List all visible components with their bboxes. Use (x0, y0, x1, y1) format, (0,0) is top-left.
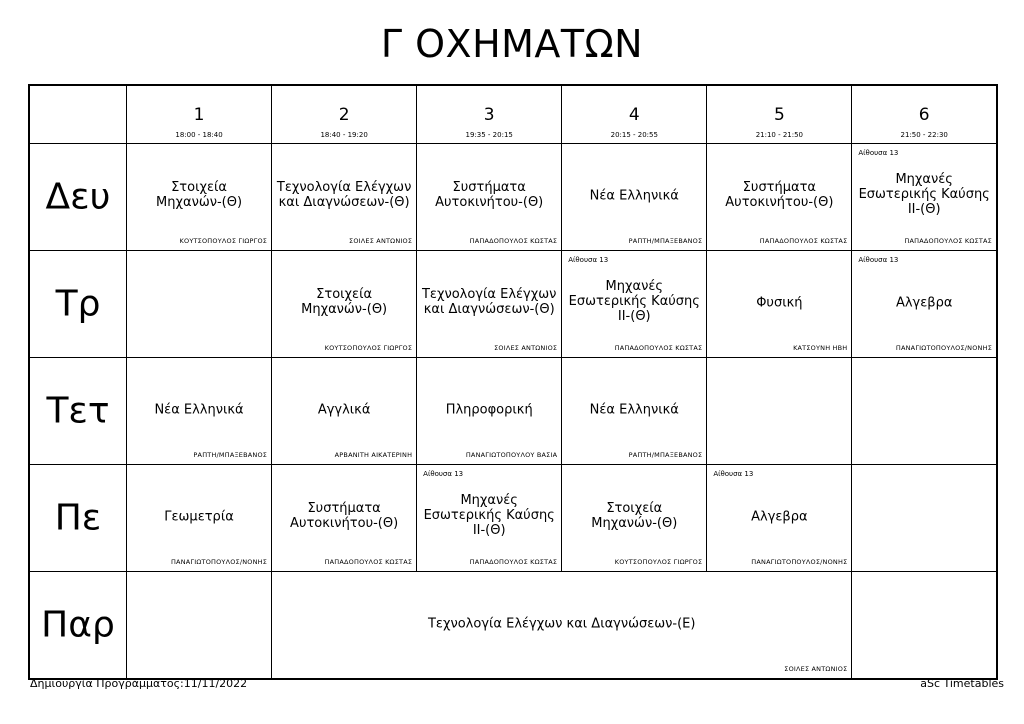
period-time: 18:40 - 19:20 (320, 131, 368, 139)
teacher-name: ΠΑΠΑΔΟΠΟΥΛΟΣ ΚΩΣΤΑΣ (904, 237, 992, 245)
period-header (417, 85, 562, 144)
subject-name: Νέα Ελληνικά (154, 402, 244, 418)
subject-name: Συστήματα Αυτοκινήτου-(Θ) (435, 180, 544, 211)
period-time: 21:50 - 22:30 (900, 131, 948, 139)
period-time: 21:10 - 21:50 (755, 131, 804, 139)
subject-name: Νέα Ελληνικά (589, 188, 679, 204)
period-number: 4 (628, 105, 640, 125)
lesson-card[interactable] (127, 358, 272, 465)
room-label: Αίθουσα 13 (423, 470, 464, 478)
period-header (562, 85, 707, 144)
teacher-name: ΡΑΠΤΗ/ΜΠΑΞΕΒΑΝΟΣ (628, 451, 703, 459)
timetable-grid (28, 84, 998, 680)
room-label: Αίθουσα 13 (568, 256, 609, 264)
teacher-name: ΠΑΠΑΔΟΠΟΥΛΟΣ ΚΩΣΤΑΣ (469, 558, 558, 566)
period-header-row (29, 85, 997, 144)
period-time: 19:35 - 20:15 (465, 131, 513, 139)
lesson-card[interactable] (272, 144, 417, 251)
period-time: 20:15 - 20:55 (610, 131, 658, 139)
day-label: Πε (54, 497, 102, 539)
period-time: 18:00 - 18:40 (175, 131, 223, 139)
creation-date: Δημιουργία Προγράμματος:11/11/2022 (30, 677, 248, 690)
day-label-cell (29, 144, 127, 251)
subject-name: Στοιχεία Μηχανών-(Θ) (591, 501, 678, 532)
lesson-card[interactable] (272, 465, 417, 572)
subject-name: Πληροφορική (445, 402, 533, 418)
day-row (29, 144, 997, 251)
subject-name: Τεχνολογία Ελέγχων και Διαγνώσεων-(Θ) (276, 180, 412, 211)
teacher-name: ΠΑΝΑΓΙΩΤΟΠΟΥΛΟΥ ΒΑΣΙΑ (465, 451, 558, 459)
teacher-name: ΑΡΒΑΝΙΤΗ ΑΙΚΑΤΕΡΙΝΗ (334, 451, 413, 459)
room-label: Αίθουσα 13 (858, 256, 899, 264)
day-label: Τετ (46, 390, 110, 432)
subject-name: Μηχανές Εσωτερικής Καύσης II-(Θ) (423, 492, 555, 538)
teacher-name: ΠΑΝΑΓΙΩΤΟΠΟΥΛΟΣ/ΝΟΝΗΣ (751, 558, 848, 566)
lesson-card[interactable] (272, 358, 417, 465)
timetable-title: Γ ΟΧΗΜΑΤΩΝ (380, 22, 644, 66)
teacher-name: ΠΑΠΑΔΟΠΟΥΛΟΣ ΚΩΣΤΑΣ (324, 558, 413, 566)
subject-name: Μηχανές Εσωτερικής Καύσης II-(Θ) (858, 171, 990, 217)
subject-name: Τεχνολογία Ελέγχων και Διαγνώσεων-(Ε) (427, 616, 696, 632)
lesson-card[interactable] (852, 144, 997, 251)
subject-name: Γεωμετρία (164, 509, 234, 525)
corner-cell (29, 85, 127, 144)
lesson-card[interactable] (562, 251, 707, 358)
period-number: 2 (338, 105, 350, 125)
lesson-card[interactable] (417, 251, 562, 358)
teacher-name: ΡΑΠΤΗ/ΜΠΑΞΕΒΑΝΟΣ (193, 451, 268, 459)
period-number: 6 (918, 105, 930, 125)
empty-slot (707, 358, 852, 465)
room-label: Αίθουσα 13 (858, 149, 899, 157)
subject-name: Αλγεβρα (751, 509, 808, 525)
teacher-name: ΠΑΝΑΓΙΩΤΟΠΟΥΛΟΣ/ΝΟΝΗΣ (170, 558, 268, 566)
teacher-name: ΠΑΠΑΔΟΠΟΥΛΟΣ ΚΩΣΤΑΣ (759, 237, 848, 245)
lesson-card[interactable] (562, 144, 707, 251)
empty-slot (127, 251, 272, 358)
period-header (272, 85, 417, 144)
empty-slot (852, 465, 997, 572)
subject-name: Στοιχεία Μηχανών-(Θ) (156, 180, 243, 211)
lesson-card[interactable] (707, 251, 852, 358)
subject-name: Αλγεβρα (895, 295, 953, 311)
day-label: Δευ (45, 176, 111, 218)
lesson-card[interactable] (417, 144, 562, 251)
lesson-card[interactable] (127, 144, 272, 251)
period-number: 1 (193, 105, 205, 125)
lesson-card[interactable] (127, 465, 272, 572)
teacher-name: ΣΟΙΛΕΣ ΑΝΤΩΝΙΟΣ (494, 344, 558, 352)
subject-name: Νέα Ελληνικά (589, 402, 679, 418)
day-label-cell (29, 358, 127, 465)
teacher-name: ΚΟΥΤΣΟΠΟΥΛΟΣ ΓΙΩΡΓΟΣ (324, 344, 413, 352)
subject-name: Αγγλικά (317, 402, 371, 418)
teacher-name: ΣΟΙΛΕΣ ΑΝΤΩΝΙΟΣ (784, 664, 848, 673)
subject-name: Φυσική (756, 295, 803, 311)
teacher-name: ΚΑΤΣΟΥΝΗ ΗΒΗ (793, 344, 848, 352)
teacher-name: ΠΑΝΑΓΙΩΤΟΠΟΥΛΟΣ/ΝΟΝΗΣ (895, 344, 992, 352)
subject-name: Συστήματα Αυτοκινήτου-(Θ) (290, 501, 399, 532)
day-label: Τρ (55, 283, 101, 325)
empty-slot (127, 572, 272, 679)
period-header (707, 85, 852, 144)
empty-slot (852, 572, 997, 679)
period-number: 3 (483, 105, 495, 125)
lesson-card[interactable] (707, 465, 852, 572)
subject-name: Συστήματα Αυτοκινήτου-(Θ) (725, 180, 834, 211)
day-label-cell (29, 251, 127, 358)
teacher-name: ΚΟΥΤΣΟΠΟΥΛΟΣ ΓΙΩΡΓΟΣ (614, 558, 703, 566)
subject-name: Τεχνολογία Ελέγχων και Διαγνώσεων-(Θ) (421, 287, 557, 318)
lesson-card[interactable] (707, 144, 852, 251)
day-row (29, 358, 997, 465)
teacher-name: ΠΑΠΑΔΟΠΟΥΛΟΣ ΚΩΣΤΑΣ (469, 237, 558, 245)
brand-credit: aSc Timetables (920, 677, 1004, 690)
room-label: Αίθουσα 13 (713, 470, 754, 478)
day-label-cell (29, 572, 127, 679)
period-header (127, 85, 272, 144)
lesson-card[interactable] (272, 572, 852, 679)
day-label: Παρ (41, 604, 115, 646)
teacher-name: ΡΑΠΤΗ/ΜΠΑΞΕΒΑΝΟΣ (628, 237, 703, 245)
teacher-name: ΣΟΙΛΕΣ ΑΝΤΩΝΙΟΣ (349, 237, 413, 245)
day-row (29, 572, 997, 679)
lesson-card[interactable] (852, 251, 997, 358)
teacher-name: ΠΑΠΑΔΟΠΟΥΛΟΣ ΚΩΣΤΑΣ (614, 344, 703, 352)
day-row (29, 251, 997, 358)
subject-name: Στοιχεία Μηχανών-(Θ) (301, 287, 388, 318)
lesson-card[interactable] (417, 358, 562, 465)
lesson-card[interactable] (562, 358, 707, 465)
subject-name: Μηχανές Εσωτερικής Καύσης II-(Θ) (568, 278, 700, 324)
teacher-name: ΚΟΥΤΣΟΠΟΥΛΟΣ ΓΙΩΡΓΟΣ (179, 237, 268, 245)
period-number: 5 (773, 105, 785, 125)
day-row (29, 465, 997, 572)
lesson-card[interactable] (562, 465, 707, 572)
lesson-card[interactable] (417, 465, 562, 572)
day-label-cell (29, 465, 127, 572)
period-header (852, 85, 997, 144)
empty-slot (852, 358, 997, 465)
lesson-card[interactable] (272, 251, 417, 358)
